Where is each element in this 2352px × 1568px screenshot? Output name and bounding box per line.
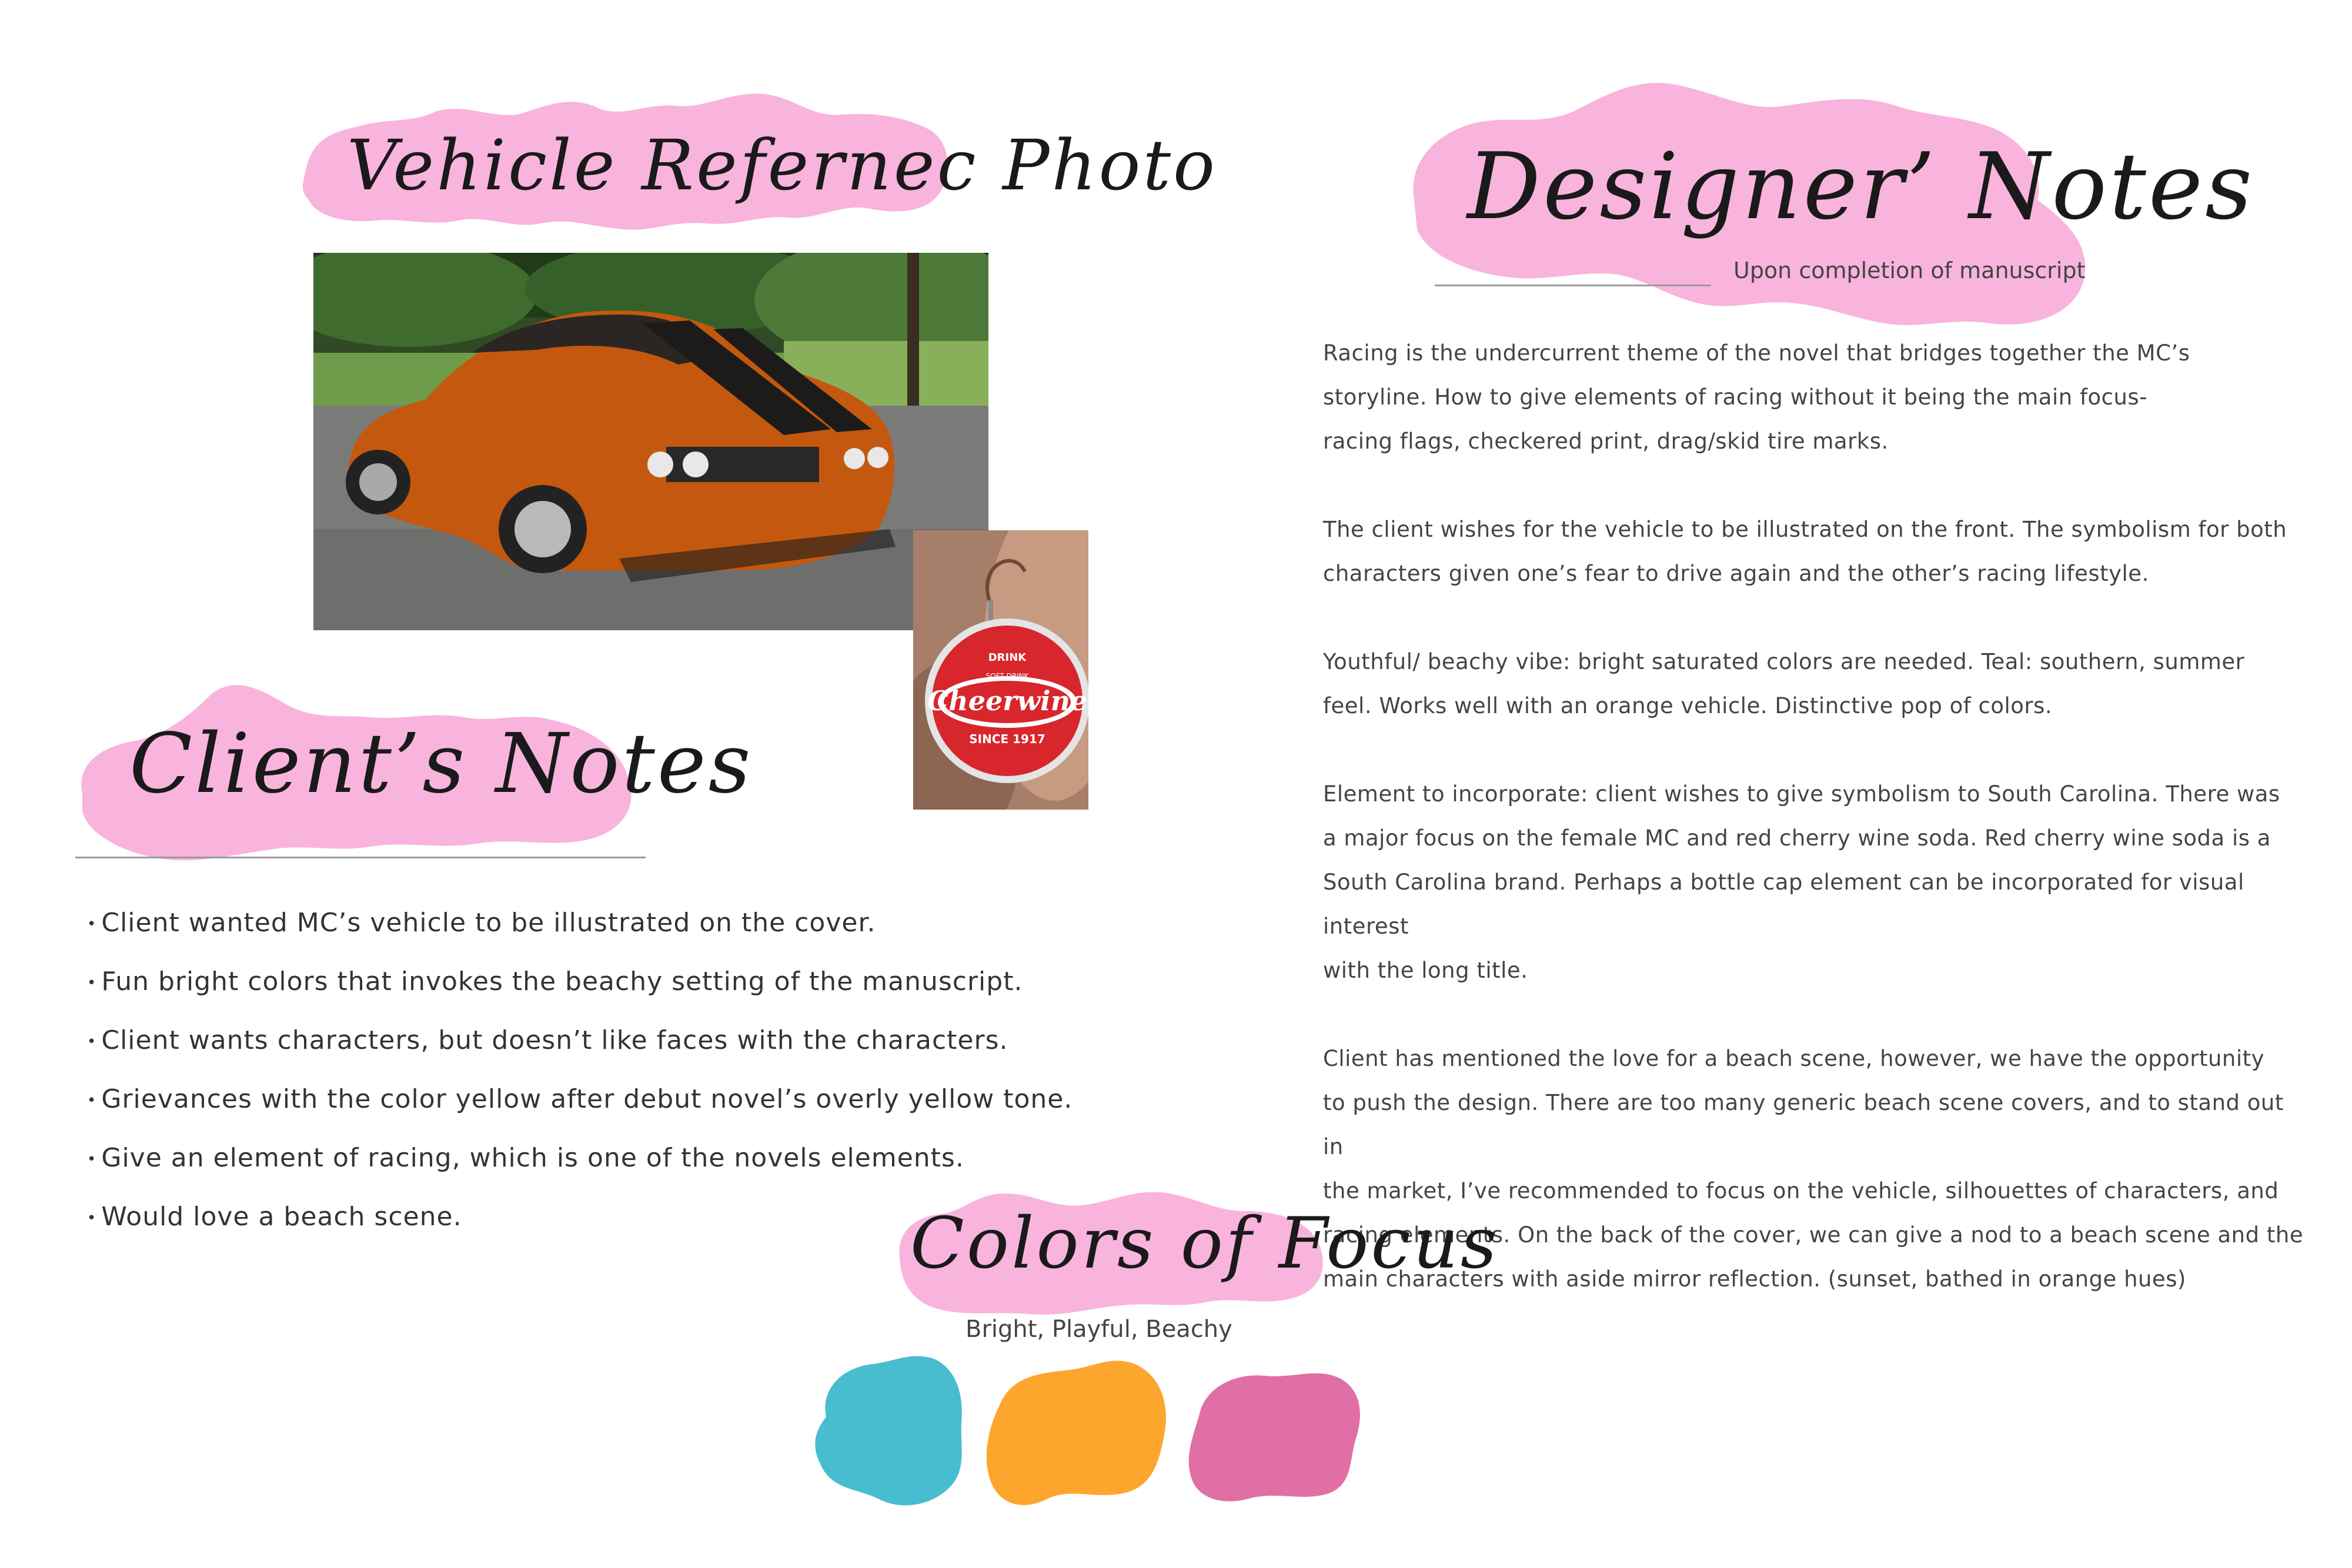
note-line: Youthful/ beachy vibe: bright saturated colors are needed. Teal: southern, summer xyxy=(1323,649,2245,674)
list-item: • Grievances with the color yellow after debut novel’s overly yellow tone. xyxy=(87,1070,1073,1129)
designer-notes-body xyxy=(1323,331,2311,1345)
car-photo xyxy=(313,253,988,630)
note-line: to push the design. There are too many generic beach scene covers, and to stand out in xyxy=(1323,1090,2284,1159)
note-line: racing flags, checkered print, drag/skid tire marks. xyxy=(1323,429,1889,454)
teal-swatch xyxy=(808,1346,967,1511)
note-line: the market, I’ve recommended to focus on the vehicle, silhouettes of characters, and xyxy=(1323,1178,2279,1203)
note-line: Client has mentioned the love for a beach scene, however, we have the opportunity xyxy=(1323,1046,2265,1071)
badge-brand-text: Cheerwine xyxy=(927,685,1088,717)
note-paragraph xyxy=(1323,772,2311,992)
colors-section-title: Colors of Focus xyxy=(910,1203,1499,1285)
car-photo-image xyxy=(313,253,988,630)
cheerwine-badge-photo xyxy=(913,530,1088,810)
note-line: main characters with aside mirror reflection. (sunset, bathed in orange hues) xyxy=(1323,1266,2186,1292)
note-line: a major focus on the female MC and red cherry wine soda. Red cherry wine soda is a xyxy=(1323,825,2271,851)
note-line: Racing is the undercurrent theme of the novel that bridges together the MC’s xyxy=(1323,340,2190,366)
note-line: The client wishes for the vehicle to be illustrated on the front. The symbolism for both xyxy=(1323,517,2287,542)
client-notes-title: Client’s Notes xyxy=(129,716,753,812)
colors-section-subtitle: Bright, Playful, Beachy xyxy=(965,1316,1232,1343)
list-item: • Fun bright colors that invokes the beachy setting of the manuscript. xyxy=(87,952,1073,1011)
designer-notes-rule xyxy=(1435,285,1711,286)
badge-sub-text: SOFT DRINK xyxy=(985,672,1029,680)
badge-since-text: SINCE 1917 xyxy=(969,732,1045,746)
note-paragraph xyxy=(1323,331,2311,463)
vehicle-section-title: Vehicle Refernec Photo xyxy=(347,125,1218,206)
note-line: characters given one’s fear to drive again and the other’s racing lifestyle. xyxy=(1323,561,2149,586)
list-item: • Client wanted MC’s vehicle to be illustrated on the cover. xyxy=(87,894,1073,952)
client-notes-rule xyxy=(75,857,646,858)
note-line: feel. Works well with an orange vehicle. Distinctive pop of colors. xyxy=(1323,693,2053,718)
note-paragraph xyxy=(1323,507,2311,596)
list-item: • Would love a beach scene. xyxy=(87,1188,1073,1246)
list-item: • Give an element of racing, which is one of the novels elements. xyxy=(87,1129,1073,1188)
designer-notes-subtitle: Upon completion of manuscript xyxy=(1733,258,2086,283)
note-line: storyline. How to give elements of racing without it being the main focus- xyxy=(1323,385,2148,410)
list-item: • Client wants characters, but doesn’t like faces with the characters. xyxy=(87,1011,1073,1070)
note-line: South Carolina brand. Perhaps a bottle cap element can be incorporated for visual interest xyxy=(1323,870,2244,939)
magenta-swatch xyxy=(1182,1361,1364,1508)
badge-top-text: DRINK xyxy=(988,651,1027,664)
note-line: with the long title. xyxy=(1323,958,1528,983)
bottle-cap-image xyxy=(913,530,1088,810)
note-line: Element to incorporate: client wishes to give symbolism to South Carolina. There was xyxy=(1323,781,2280,807)
note-line: racing elements. On the back of the cover, we can give a nod to a beach scene and the xyxy=(1323,1222,2304,1248)
designer-notes-title: Designer’ Notes xyxy=(1467,133,2255,240)
orange-swatch xyxy=(976,1352,1170,1517)
note-paragraph xyxy=(1323,640,2311,728)
